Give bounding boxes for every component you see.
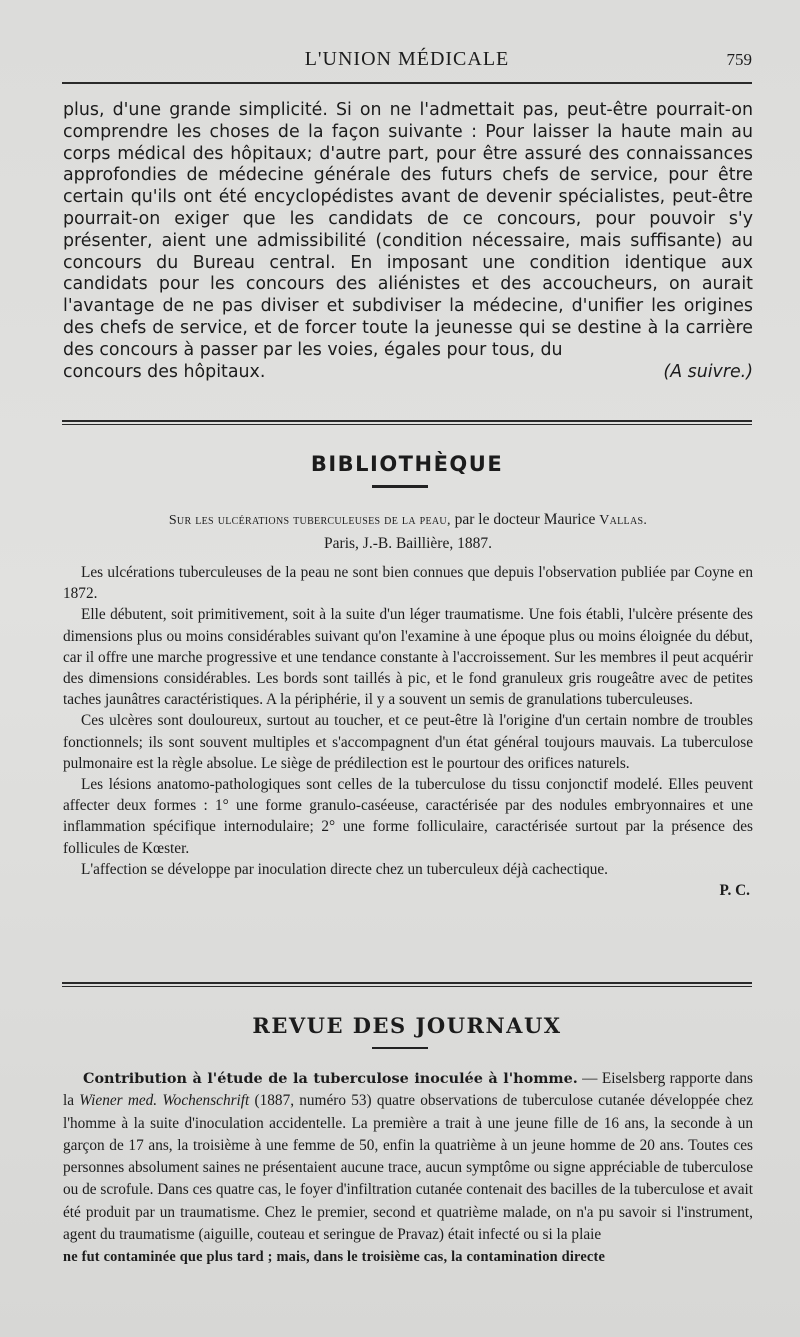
- citation-publisher: Paris, J.-B. Baillière, 1887.: [324, 535, 492, 552]
- lead-dash: —: [577, 1070, 602, 1087]
- section-divider: [62, 982, 752, 987]
- page-number: 759: [726, 50, 752, 69]
- review-paragraph: Les lésions anatomo-pathologiques sont celles de la tuberculose du tissu conjonctif modelé. Elles peuvent affecter deux formes : 1° une forme granulo-caséeuse, caractérisée par des nodules embryonnaires et une inflammation spécifique internodulaire; 2° une forme folliculaire, caractérisée surtout par la présence des follicules de Kœster.: [63, 776, 753, 857]
- review-paragraph: Les ulcérations tuberculeuses de la peau ne sont bien connues que depuis l'observation publiée par Coyne en 1872.: [63, 564, 753, 603]
- journal-text-b: (1887, numéro 53) quatre observations de tuberculose cutanée développée chez l'homme à la suite d'inoculation accidentelle. La première a trait à une jeune fille de 16 ans, la seconde à un garçon de 17 ans, la troisième à une femme de 50, enfin la quatrième à un jeune homme de 20 ans. Toutes ces personnes absolument saines ne présentaient aucune trace, aucun symptôme ou signe appréciable de tuberculose ou de scrofule. Dans ces quatre cas, le foyer d'infiltration cutanée contenait des bacilles de la tuberculose et avait été produit par un traumatisme. Chez le premier, second et quatrième malade, on n'a pu savoir si l'instrument, agent du traumatisme (aiguille, couteau et seringue de Pravaz) était infecté ou si la plaie: [63, 1092, 753, 1244]
- continued-article-text: plus, d'une grande simplicité. Si on ne l'admettait pas, peut-être pourrait-on comprendre les choses de la façon suivante : Pour laisser la haute main au corps médical des hôpitaux; d'autre part, pour être assuré des connaissances approfondies de médecine générale des futurs chefs de service, pour être certain qu'ils ont été encyclopédistes avant de devenir spécialistes, peut-être pourrait-on exiger que les candidats de ce concours, pour pouvoir s'y présenter, aient une admissibilité (condition nécessaire, mais suffisante) au concours du Bureau central. En imposant une condition identique aux candidats pour les concours des aliénistes et des accoucheurs, on aurait l'avantage de ne pas diviser et subdiviser la médecine, d'unifier les origines des chefs de service, et de forcer toute la jeunesse qui se destine à la carrière des concours à passer par les voies, égales pour tous, du: [63, 100, 753, 360]
- section-divider: [62, 420, 752, 425]
- reviewer-initials: P. C.: [719, 882, 750, 900]
- title-underline: [372, 485, 428, 488]
- continued-article-end: [63, 362, 753, 384]
- title-underline: [372, 1047, 428, 1049]
- to-follow-note: (A suivre.): [663, 361, 753, 382]
- journal-text-a: Eiselsberg rapporte dans la: [63, 1070, 754, 1110]
- journal-name: Wiener med. Wochenschrift: [79, 1092, 250, 1110]
- citation-author: Vallas.: [599, 513, 648, 528]
- review-paragraph: L'affection se développe par inoculation directe chez un tuberculeux déjà cachectique.: [81, 860, 608, 878]
- book-review: [63, 562, 753, 901]
- continued-article: [63, 100, 753, 383]
- running-title: L'UNION MÉDICALE: [304, 48, 510, 70]
- citation-by: par le docteur Maurice: [454, 511, 596, 528]
- page-header: [62, 44, 752, 78]
- revue-title: REVUE DES JOURNAUX: [252, 1013, 562, 1038]
- book-citation: [63, 508, 753, 555]
- citation-book-title: Sur les ulcérations tuberculeuses de la peau,: [168, 513, 451, 528]
- journal-paragraph: [63, 1068, 753, 1246]
- journal-review: [63, 1068, 753, 1269]
- article-lead-title: Contribution à l'étude de la tuberculose inoculée à l'homme.: [83, 1070, 578, 1087]
- header-rule: [62, 82, 752, 84]
- journal-last-line: ne fut contaminée que plus tard ; mais, dans le troisième cas, la contamination directe: [63, 1249, 606, 1266]
- review-paragraph: Ces ulcères sont douloureux, surtout au toucher, et ce peut-être là l'origine d'un certain nombre de troubles fonctionnels; ils sont souvent multiples et s'accompagnent d'un état général toujours mauvais. La tuberculose pulmonaire est la règle absolue. Le siège de prédilection est le pourtour des orifices naturels.: [63, 712, 753, 772]
- continued-article-last-line: concours des hôpitaux.: [63, 361, 266, 382]
- citation-line-1: [63, 508, 753, 532]
- bibliotheque-title: BIBLIOTHÈQUE: [310, 452, 504, 476]
- review-paragraph: Elle débutent, soit primitivement, soit à la suite d'un léger traumatisme. Une fois établi, l'ulcère présente des dimensions plus ou moins considérables suivant qu'on l'examine à une époque plus ou moins éloignée du début, car il offre une marche progressive et une tendance constante à l'accroissement. Sur les membres il peut acquérir des dimensions considérables. Les bords sont taillés à pic, et le fond granuleux gris rougeâtre avec de petites taches jaunâtres caractéristiques. A la périphérie, il y a souvent un semis de granulations tuberculeuses.: [63, 606, 753, 709]
